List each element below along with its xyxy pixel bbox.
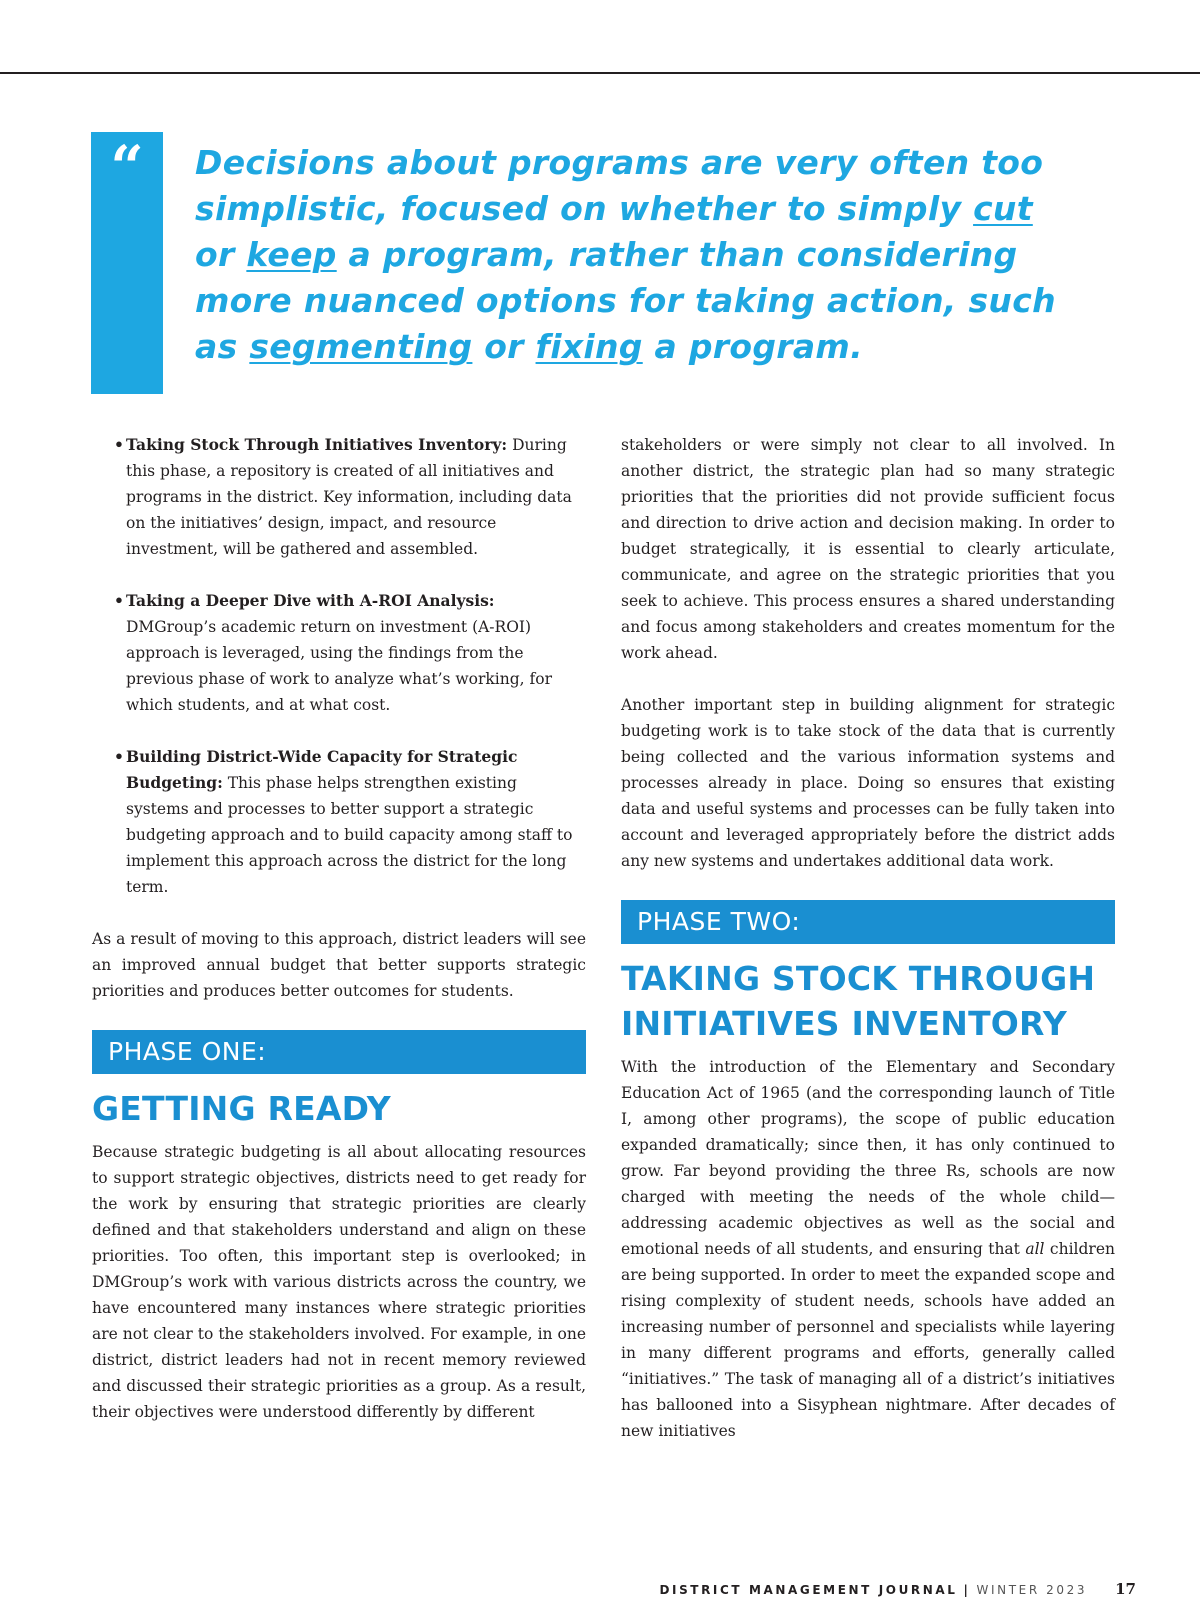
right-paragraph-1: stakeholders or were simply not clear to all involved. In another district, the strategic plan had so many strategic priorities that the priorities did not provide sufficient focus and direction to drive action and decision making. In order to budget strategically, it is essential to clearly articulate, communicate, and agree on the strategic priorities that you seek to achieve. This process ensures a shared understanding and focus among stakeholders and creates momentum for the work ahead. [621,436,1115,662]
bullet-icon: • [114,591,124,610]
right-paragraph-2: Another important step in building alignment for strategic budgeting work is to take stock of the data that is currently being collected and the various information systems and processes already in place. Doing so ensures that existing data and useful systems and processes can be fully taken into account and leveraged appropriately before the district adds any new systems and undertakes additional data work. [621,696,1115,870]
phase-one-heading: GETTING READY [92,1089,391,1128]
bullet-text: This phase helps strengthen existing systems and processes to better support a strategic budgeting approach and to build capacity among staff to implement this approach across the district for the long term. [126,774,573,896]
pull-quote-keep: keep [246,235,337,274]
right-column [621,432,1115,1470]
phase-list [92,432,586,900]
bullet-icon: • [114,747,124,766]
phase-two-paragraph: With the introduction of the Elementary and Secondary Education Act of 1965 (and the corresponding launch of Title I, among other programs), the scope of public education expanded dramatically; since then, it has only continued to grow. Far beyond providing the three Rs, schools are now charged with meeting the needs of the whole child—addressing academic objectives as well as the social and emotional needs of all students, and ensuring that all children are being supported. In order to meet the expanded scope and rising complexity of student needs, schools have added an increasing number of personnel and specialists while layering in many different programs and efforts, generally called “initiatives.” The task of managing all of a district’s initiatives has ballooned into a Sisyphean nightmare. After decades of new initiatives [621,1058,1115,1440]
bullet-text: During this phase, a repository is created of all initiatives and programs in the district. Key information, including data on the initiatives’ design, impact, and resource investment, will be gathered and assembled. [126,436,572,558]
phase-one-label: PHASE ONE: [92,1030,586,1074]
top-rule [0,72,1200,74]
quote-bar [91,132,163,394]
quote-mark-icon: “ [110,133,144,201]
journal-name: DISTRICT MANAGEMENT JOURNAL [659,1583,958,1597]
pull-quote-segmenting: segmenting [249,327,473,366]
bullet-title: Building District-Wide Capacity for Strategic Budgeting: [126,747,518,792]
page-number: 17 [1115,1580,1136,1598]
list-item [92,744,586,900]
emphasis-all: all [1025,1240,1045,1258]
footer-separator: | [963,1583,971,1597]
bullet-icon: • [114,435,124,454]
footer [659,1580,1136,1598]
pull-quote-fixing: fixing [535,327,643,366]
bullet-text: DMGroup’s academic return on investment (A-ROI) approach is leveraged, using the findings from the previous phase of work to analyze what’s working, for which students, and at what cost. [126,618,552,714]
left-column [92,432,586,1451]
result-paragraph: As a result of moving to this approach, district leaders will see an improved annual budget that better supports strategic priorities and produces better outcomes for students. [92,930,586,1000]
bullet-title: Taking Stock Through Initiatives Inventory: [126,435,508,454]
list-item [92,588,586,718]
pull-quote-cut: cut [973,189,1033,228]
bullet-title: Taking a Deeper Dive with A-ROI Analysis: [126,591,495,610]
phase-one-paragraph: Because strategic budgeting is all about allocating resources to support strategic objectives, districts need to get ready for the work by ensuring that strategic priorities are clearly defined and that stakeholders understand and align on these priorities. Too often, this important step is overlooked; in DMGroup’s work with various districts across the country, we have encountered many instances where strategic priorities are not clear to the stakeholders involved. For example, in one district, district leaders had not in recent memory reviewed and discussed their strategic priorities as a group. As a result, their objectives were understood differently by different [92,1143,586,1421]
pull-quote: Decisions about programs are very often too simplistic, focused on whether to simply cut or keep a program, rather than considering more nuanced options for taking action, such as segmenting or fixing a program. [195,143,1056,366]
list-item [92,432,586,562]
phase-two-label: PHASE TWO: [621,900,1115,944]
phase-two-heading: TAKING STOCK THROUGH INITIATIVES INVENTORY [621,959,1096,1043]
issue-label: WINTER 2023 [976,1583,1088,1597]
